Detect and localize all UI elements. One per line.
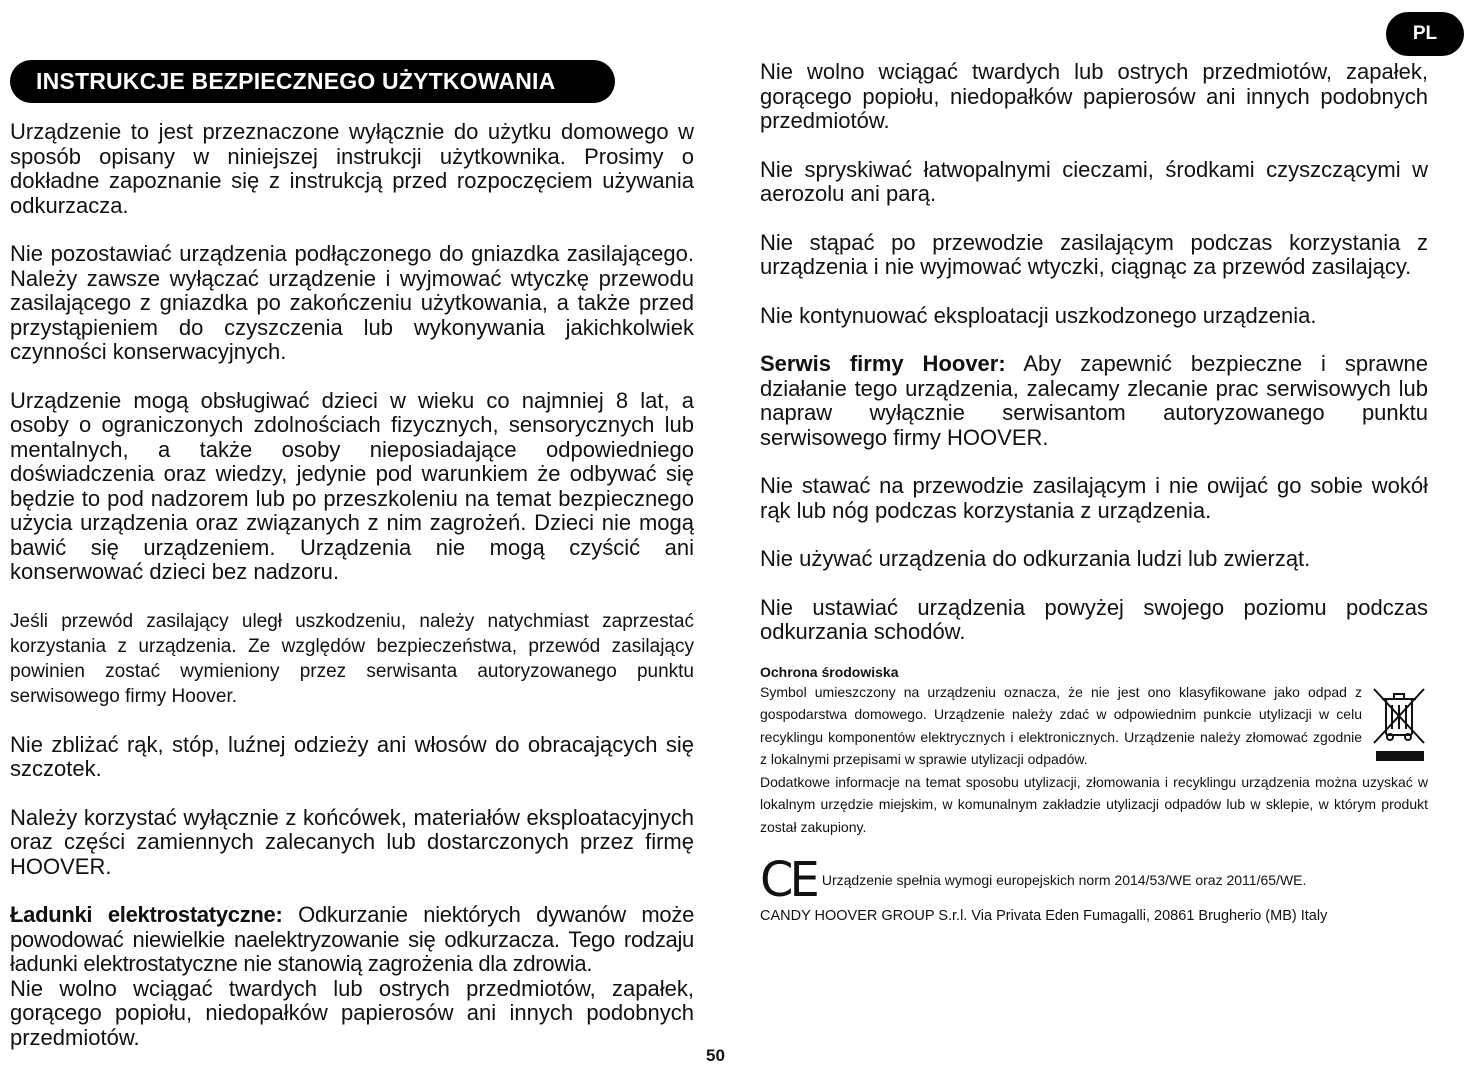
company-address: CANDY HOOVER GROUP S.r.l. Via Privata Eden Fumagalli, 20861 Brugherio (MB) Italy bbox=[760, 908, 1328, 924]
paragraph: Nie wolno wciągać twardych lub ostrych przedmiotów, zapałek, gorącego popiołu, niedopałków papierosów ani innych podobnych przedmiotów. bbox=[10, 975, 694, 1050]
paragraph: Nie wolno wciągać twardych lub ostrych przedmiotów, zapałek, gorącego popiołu, niedopałków papierosów ani innych podobnych przedmiotów. bbox=[760, 59, 1428, 133]
paragraph: Jeśli przewód zasilający uległ uszkodzeniu, należy natychmiast zaprzestać korzystania z urządzenia. Ze względów bezpieczeństwa, przewód zasilający powinien zostać wymieniony przez serwisanta autoryzowanego punktu serwisowego firmy Hoover. bbox=[10, 610, 694, 707]
left-column bbox=[10, 120, 694, 1050]
environment-block bbox=[760, 681, 1428, 839]
paragraph-text: Aby zapewnić bezpieczne i sprawne działanie tego urządzenia, zalecamy zlecanie prac serwisowych lub napraw wyłącznie serwisantom autoryzowanego punktu serwisowego firmy HOOVER. bbox=[760, 351, 1428, 450]
ce-mark-icon: CE bbox=[760, 852, 816, 908]
page-number: 50 bbox=[706, 1046, 725, 1065]
paragraph: Należy korzystać wyłącznie z końcówek, materiałów eksploatacyjnych oraz części zamiennych zalecanych lub dostarczonych przez firmę HOOVER. bbox=[10, 804, 694, 879]
paragraph: Nie stąpać po przewodzie zasilającym podczas korzystania z urządzenia i nie wyjmować wtyczki, ciągnąc za przewód zasilający. bbox=[760, 229, 1428, 279]
environment-text: Dodatkowe informacje na temat sposobu utylizacji, złomowania i recyklingu urządzenia można uzyskać w lokalnym urzędzie miejskim, w komunalnym zakładzie utylizacji odpadów lub w sklepie, w którym produkt został zakupiony. bbox=[760, 773, 1428, 835]
paragraph: Urządzenie mogą obsługiwać dzieci w wieku co najmniej 8 lat, a osoby o ograniczonych zdolnościach fizycznych, sensorycznych lub mentalnych, a także osoby nieposiadające odpowiedniego doświadczenia oraz wiedzy, jedynie pod warunkiem że odbywać się będzie to pod nadzorem lub po przeszkoleniu na temat bezpiecznego użycia urządzenia oraz związanych z nim zagrożeń. Dzieci nie mogą bawić się urządzeniem. Urządzenia nie mogą czyścić ani konserwować dzieci bez nadzoru. bbox=[10, 387, 694, 584]
environment-text: Symbol umieszczony na urządzeniu oznacza, że nie jest ono klasyfikowane jako odpad z gospodarstwa domowego. Urządzenie należy zdać w odpowiednim punkcie utylizacji w celu recyklingu komponentów elektrycznych i elektronicznych. Urządzenie należy złomować zgodnie z lokalnymi przepisami w sprawie utylizacji odpadów. bbox=[760, 683, 1362, 767]
paragraph: Nie zbliżać rąk, stóp, luźnej odzieży ani włosów do obracających się szczotek. bbox=[10, 731, 694, 781]
ce-row bbox=[760, 852, 1428, 908]
paragraph: Urządzenie to jest przeznaczone wyłącznie do użytku domowego w sposób opisany w niniejszej instrukcji użytkownika. Prosimy o dokładne zapoznanie się z instrukcją przed rozpoczęciem używania odkurzacza. bbox=[10, 119, 694, 218]
paragraph: Nie spryskiwać łatwopalnymi cieczami, środkami czyszczącymi w aerozolu ani parą. bbox=[760, 156, 1428, 206]
paragraph-text: Odkurzanie niektórych dywanów może powodować niewielkie naelektryzowanie się odkurzacza. Tego rodzaju ładunki elektrostatyczne nie stanowią zagrożenia dla zdrowia. bbox=[10, 902, 694, 976]
bold-lead: Ładunki elektrostatyczne: bbox=[10, 902, 283, 927]
language-badge: PL bbox=[1386, 12, 1464, 56]
paragraph-service bbox=[760, 352, 1428, 450]
paragraph-static bbox=[10, 903, 694, 977]
paragraph: Nie używać urządzenia do odkurzania ludzi lub zwierząt. bbox=[760, 546, 1311, 571]
page-title: INSTRUKCJE BEZPIECZNEGO UŻYTKOWANIA bbox=[10, 60, 615, 103]
ce-text: Urządzenie spełnia wymogi europejskich norm 2014/53/WE oraz 2011/65/WE. bbox=[821, 871, 1307, 888]
paragraph: Nie stawać na przewodzie zasilającym i nie owijać go sobie wokół rąk lub nóg podczas korzystania z urządzenia. bbox=[760, 473, 1428, 523]
right-column bbox=[760, 60, 1428, 929]
paragraph: Nie kontynuować eksploatacji uszkodzonego urządzenia. bbox=[760, 302, 1317, 328]
environment-title: Ochrona środowiska bbox=[760, 663, 899, 680]
bold-lead: Serwis firmy Hoover: bbox=[760, 351, 1006, 376]
paragraph: Nie ustawiać urządzenia powyżej swojego poziomu podczas odkurzania schodów. bbox=[760, 594, 1428, 644]
crossed-out-bin-icon bbox=[1370, 685, 1428, 765]
paragraph: Nie pozostawiać urządzenia podłączonego do gniazdka zasilającego. Należy zawsze wyłączać urządzenie i wyjmować wtyczkę przewodu zasilającego z gniazdka po zakończeniu użytkowania, a także przed przystąpieniem do czyszczenia lub wykonywania jakichkolwiek czynności konserwacyjnych. bbox=[10, 241, 694, 364]
